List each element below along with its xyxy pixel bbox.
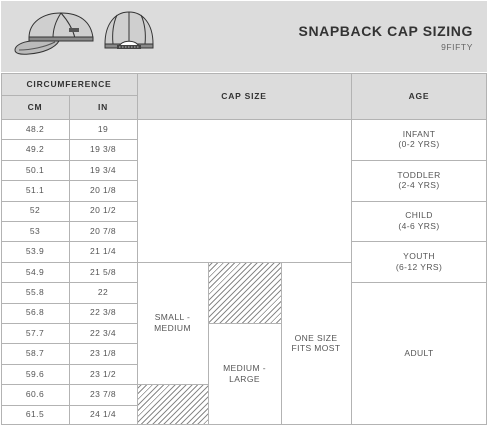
in-value-text: 21 5/8 (89, 266, 117, 277)
cm-header-text: CM (27, 101, 43, 112)
cm-value (1, 221, 69, 241)
table-bottom-border (1, 424, 487, 425)
age-range: (2-4 YRS) (398, 180, 440, 191)
cm-value (1, 262, 69, 282)
in-value (69, 384, 137, 404)
cm-value (1, 364, 69, 384)
cap-size-one-size-text: ONE SIZE FITS MOST (291, 332, 341, 354)
age-child (351, 201, 487, 242)
grid-line (137, 73, 138, 425)
age-range: (6-12 YRS) (395, 261, 443, 272)
cm-value (1, 303, 69, 323)
cm-value-text: 49.2 (25, 144, 45, 155)
in-value (69, 303, 137, 323)
in-value (69, 139, 137, 159)
grid-line (351, 201, 487, 202)
age-label: INFANT (402, 128, 436, 139)
cm-value-text: 50.1 (25, 164, 45, 175)
cm-value-text: 56.8 (25, 307, 45, 318)
in-value (69, 282, 137, 302)
cm-value-text: 53 (29, 225, 41, 236)
in-value-text: 22 3/8 (89, 307, 117, 318)
age-label: ADULT (404, 348, 434, 359)
in-value (69, 180, 137, 200)
in-value (69, 343, 137, 363)
in-value-text: 21 1/4 (89, 246, 117, 257)
cap-size-medium-large (208, 323, 281, 425)
cm-value-text: 54.9 (25, 266, 45, 277)
grid-line (208, 262, 209, 425)
cm-value (1, 384, 69, 404)
cm-value (1, 180, 69, 200)
cap-illustrations (9, 8, 159, 58)
hatched-unavailable-medium (208, 262, 281, 323)
cm-value-text: 61.5 (25, 409, 45, 420)
in-value (69, 119, 137, 139)
in-value-text: 19 3/8 (89, 144, 117, 155)
cm-value (1, 119, 69, 139)
in-value-text: 22 3/4 (89, 327, 117, 338)
in-value-text: 23 1/8 (89, 348, 117, 359)
in-value-text: 19 3/4 (89, 164, 117, 175)
age-youth (351, 241, 487, 282)
table-right-border (486, 73, 487, 425)
cm-value-text: 59.6 (25, 368, 45, 379)
age-infant (351, 119, 487, 160)
circumference-header (1, 73, 137, 95)
in-value-text: 23 7/8 (89, 389, 117, 400)
cm-value (1, 323, 69, 343)
cm-value-text: 60.6 (25, 389, 45, 400)
in-value-text: 20 1/2 (89, 205, 117, 216)
circumference-header-text: CIRCUMFERENCE (26, 78, 112, 89)
cap-size-header (137, 73, 351, 119)
in-value (69, 221, 137, 241)
in-value-text: 19 (97, 123, 109, 134)
age-header (351, 73, 487, 119)
age-range: (0-2 YRS) (398, 139, 440, 150)
cm-value-text: 55.8 (25, 287, 45, 298)
in-value (69, 201, 137, 221)
in-value (69, 160, 137, 180)
grid-line (351, 160, 487, 161)
table-top-border (1, 73, 487, 74)
age-adult (351, 282, 487, 425)
cap-size-small-medium (137, 262, 208, 384)
in-value (69, 262, 137, 282)
grid-line (208, 323, 281, 324)
grid-line (1, 119, 487, 120)
page-title: SNAPBACK CAP SIZING (298, 23, 473, 39)
grid-line (281, 262, 282, 425)
age-toddler (351, 160, 487, 201)
cm-value (1, 139, 69, 159)
in-header (69, 95, 137, 119)
page-subtitle: 9FIFTY (441, 42, 473, 52)
in-header-text: IN (97, 101, 109, 112)
grid-line (351, 73, 352, 425)
in-value (69, 405, 137, 425)
header-banner (1, 1, 487, 72)
cm-value (1, 201, 69, 221)
sizing-table (1, 73, 487, 426)
cm-value (1, 405, 69, 425)
table-left-border (1, 73, 2, 425)
age-label: TODDLER (397, 169, 441, 180)
cap-size-header-text: CAP SIZE (221, 90, 267, 101)
cm-value (1, 282, 69, 302)
grid-line (351, 282, 487, 283)
age-range: (4-6 YRS) (398, 220, 440, 231)
cap-size-medium-large-text: MEDIUM - LARGE (223, 363, 266, 384)
grid-line (137, 384, 208, 385)
cm-value-text: 51.1 (25, 185, 45, 196)
in-value-text: 24 1/4 (89, 409, 117, 420)
age-header-text: AGE (408, 90, 430, 101)
cm-value (1, 343, 69, 363)
age-label: CHILD (405, 210, 433, 221)
cm-header (1, 95, 69, 119)
cm-value-text: 52 (29, 205, 41, 216)
in-value (69, 323, 137, 343)
grid-line (69, 95, 70, 425)
cm-value-text: 53.9 (25, 246, 45, 257)
in-value-text: 20 7/8 (89, 225, 117, 236)
grid-line (137, 262, 351, 263)
hatched-unavailable-small (137, 384, 208, 425)
in-value-text: 20 1/8 (89, 185, 117, 196)
cap-size-one-size (281, 262, 351, 425)
cm-value-text: 57.7 (25, 327, 45, 338)
cm-value-text: 58.7 (25, 348, 45, 359)
in-value (69, 364, 137, 384)
cap-back-view-icon (105, 12, 153, 49)
cm-value (1, 241, 69, 261)
cm-value (1, 160, 69, 180)
grid-line (351, 241, 487, 242)
in-value-text: 23 1/2 (89, 368, 117, 379)
cm-value-text: 48.2 (25, 123, 45, 134)
in-value-text: 22 (97, 287, 109, 298)
in-value (69, 241, 137, 261)
cap-size-small-medium-text: SMALL - MEDIUM (154, 312, 191, 333)
cap-side-view-icon (15, 13, 93, 54)
age-label: YOUTH (403, 251, 435, 262)
